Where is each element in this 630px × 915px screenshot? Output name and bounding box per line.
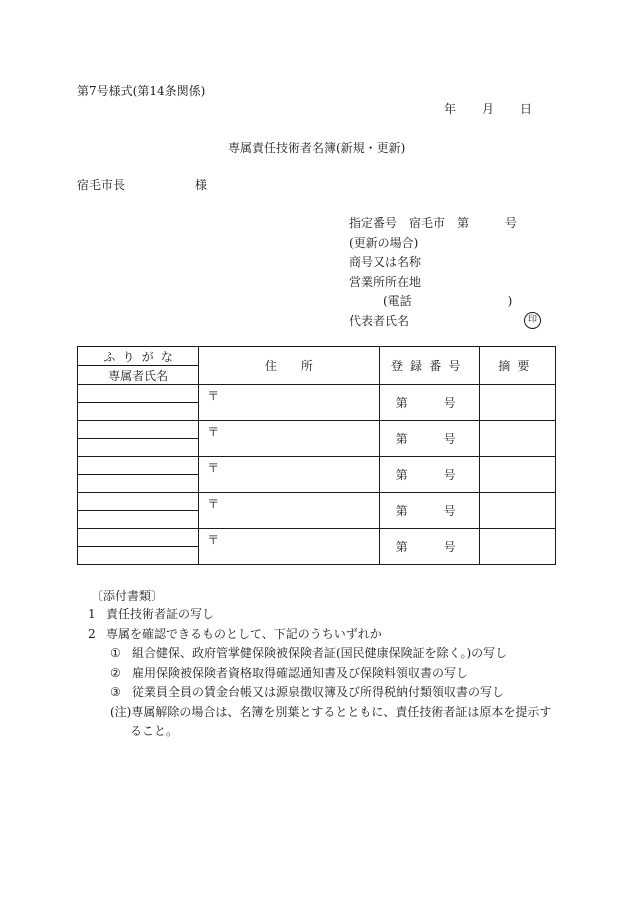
header-furigana: ふりがな [78, 347, 199, 366]
registration-cell[interactable]: 第 号 [379, 529, 479, 565]
table-row [78, 385, 556, 403]
postal-mark: 〒 [207, 497, 220, 511]
designation-number: 指定番号 宿毛市 第 号 [349, 216, 518, 230]
note: (注)専属解除の場合は、名簿を別葉とするとともに、責任技術者証は原本を提示す [110, 704, 552, 719]
date-line [444, 101, 532, 117]
table-row [78, 493, 556, 511]
register-table [77, 346, 556, 565]
form-number: 第7号様式(第14条関係) [77, 84, 206, 98]
furigana-cell[interactable] [78, 421, 199, 439]
phone-label: (電話 ) [383, 294, 513, 308]
renewal-note: (更新の場合) [349, 235, 419, 250]
furigana-cell[interactable] [78, 493, 199, 511]
address-cell[interactable] [199, 421, 379, 457]
address-cell[interactable] [199, 385, 379, 421]
representative-line [349, 313, 537, 333]
date-year: 年 [444, 102, 457, 116]
name-cell[interactable] [78, 475, 199, 493]
address-cell[interactable] [199, 493, 379, 529]
header-remarks: 摘要 [479, 347, 555, 385]
name-cell[interactable] [78, 439, 199, 457]
page-title: 専属責任技術者名簿(新規・更新) [228, 141, 406, 155]
postal-mark: 〒 [207, 533, 220, 547]
header-registration: 登録番号 [379, 347, 479, 385]
table-row [78, 457, 556, 475]
list-item: ③ 従業員全員の賃金台帳又は源泉徴収簿及び所得税納付類領収書の写し [110, 685, 505, 699]
attachments-heading: 〔添付書類〕 [91, 589, 164, 603]
furigana-cell[interactable] [78, 457, 199, 475]
remarks-cell[interactable] [479, 457, 555, 493]
remarks-cell[interactable] [479, 385, 555, 421]
header-address: 住 所 [199, 347, 379, 385]
remarks-cell[interactable] [479, 529, 555, 565]
note-continuation: ること。 [130, 724, 179, 738]
furigana-cell[interactable] [78, 385, 199, 403]
name-cell[interactable] [78, 511, 199, 529]
postal-mark: 〒 [207, 461, 220, 475]
address-cell[interactable] [199, 529, 379, 565]
list-item: ① 組合健保、政府管掌健保険被保険者証(国民健康保険証を除く。)の写し [110, 646, 508, 660]
list-item: 2 専属を確認できるものとして、下記のうちいずれか [88, 626, 382, 641]
list-item: 1 責任技術者証の写し [88, 607, 215, 621]
table-row [78, 421, 556, 439]
date-month: 月 [482, 102, 495, 116]
name-cell[interactable] [78, 403, 199, 421]
postal-mark: 〒 [207, 425, 220, 439]
registration-cell[interactable]: 第 号 [379, 421, 479, 457]
address-cell[interactable] [199, 457, 379, 493]
remarks-cell[interactable] [479, 493, 555, 529]
remarks-cell[interactable] [479, 421, 555, 457]
trade-name-label: 商号又は名称 [349, 255, 422, 269]
table-row [78, 529, 556, 547]
addressee-name: 宿毛市長 [77, 178, 126, 192]
registration-cell[interactable]: 第 号 [379, 493, 479, 529]
postal-mark: 〒 [207, 389, 220, 403]
seal-icon: 印 [524, 312, 541, 329]
registration-cell[interactable]: 第 号 [379, 457, 479, 493]
date-day: 日 [520, 102, 533, 116]
addressee-honorific: 様 [195, 178, 208, 192]
name-cell[interactable] [78, 547, 199, 565]
attachments-list [88, 606, 551, 743]
representative-label: 代表者氏名 [349, 313, 410, 328]
registration-cell[interactable]: 第 号 [379, 385, 479, 421]
addressee [77, 177, 208, 193]
furigana-cell[interactable] [78, 529, 199, 547]
list-item: ② 雇用保険被保険者資格取得確認通知書及び保険料領収書の写し [110, 665, 469, 680]
applicant-block [349, 215, 537, 332]
office-address-label: 営業所所在地 [349, 274, 422, 289]
header-name: 専属者氏名 [78, 366, 199, 385]
